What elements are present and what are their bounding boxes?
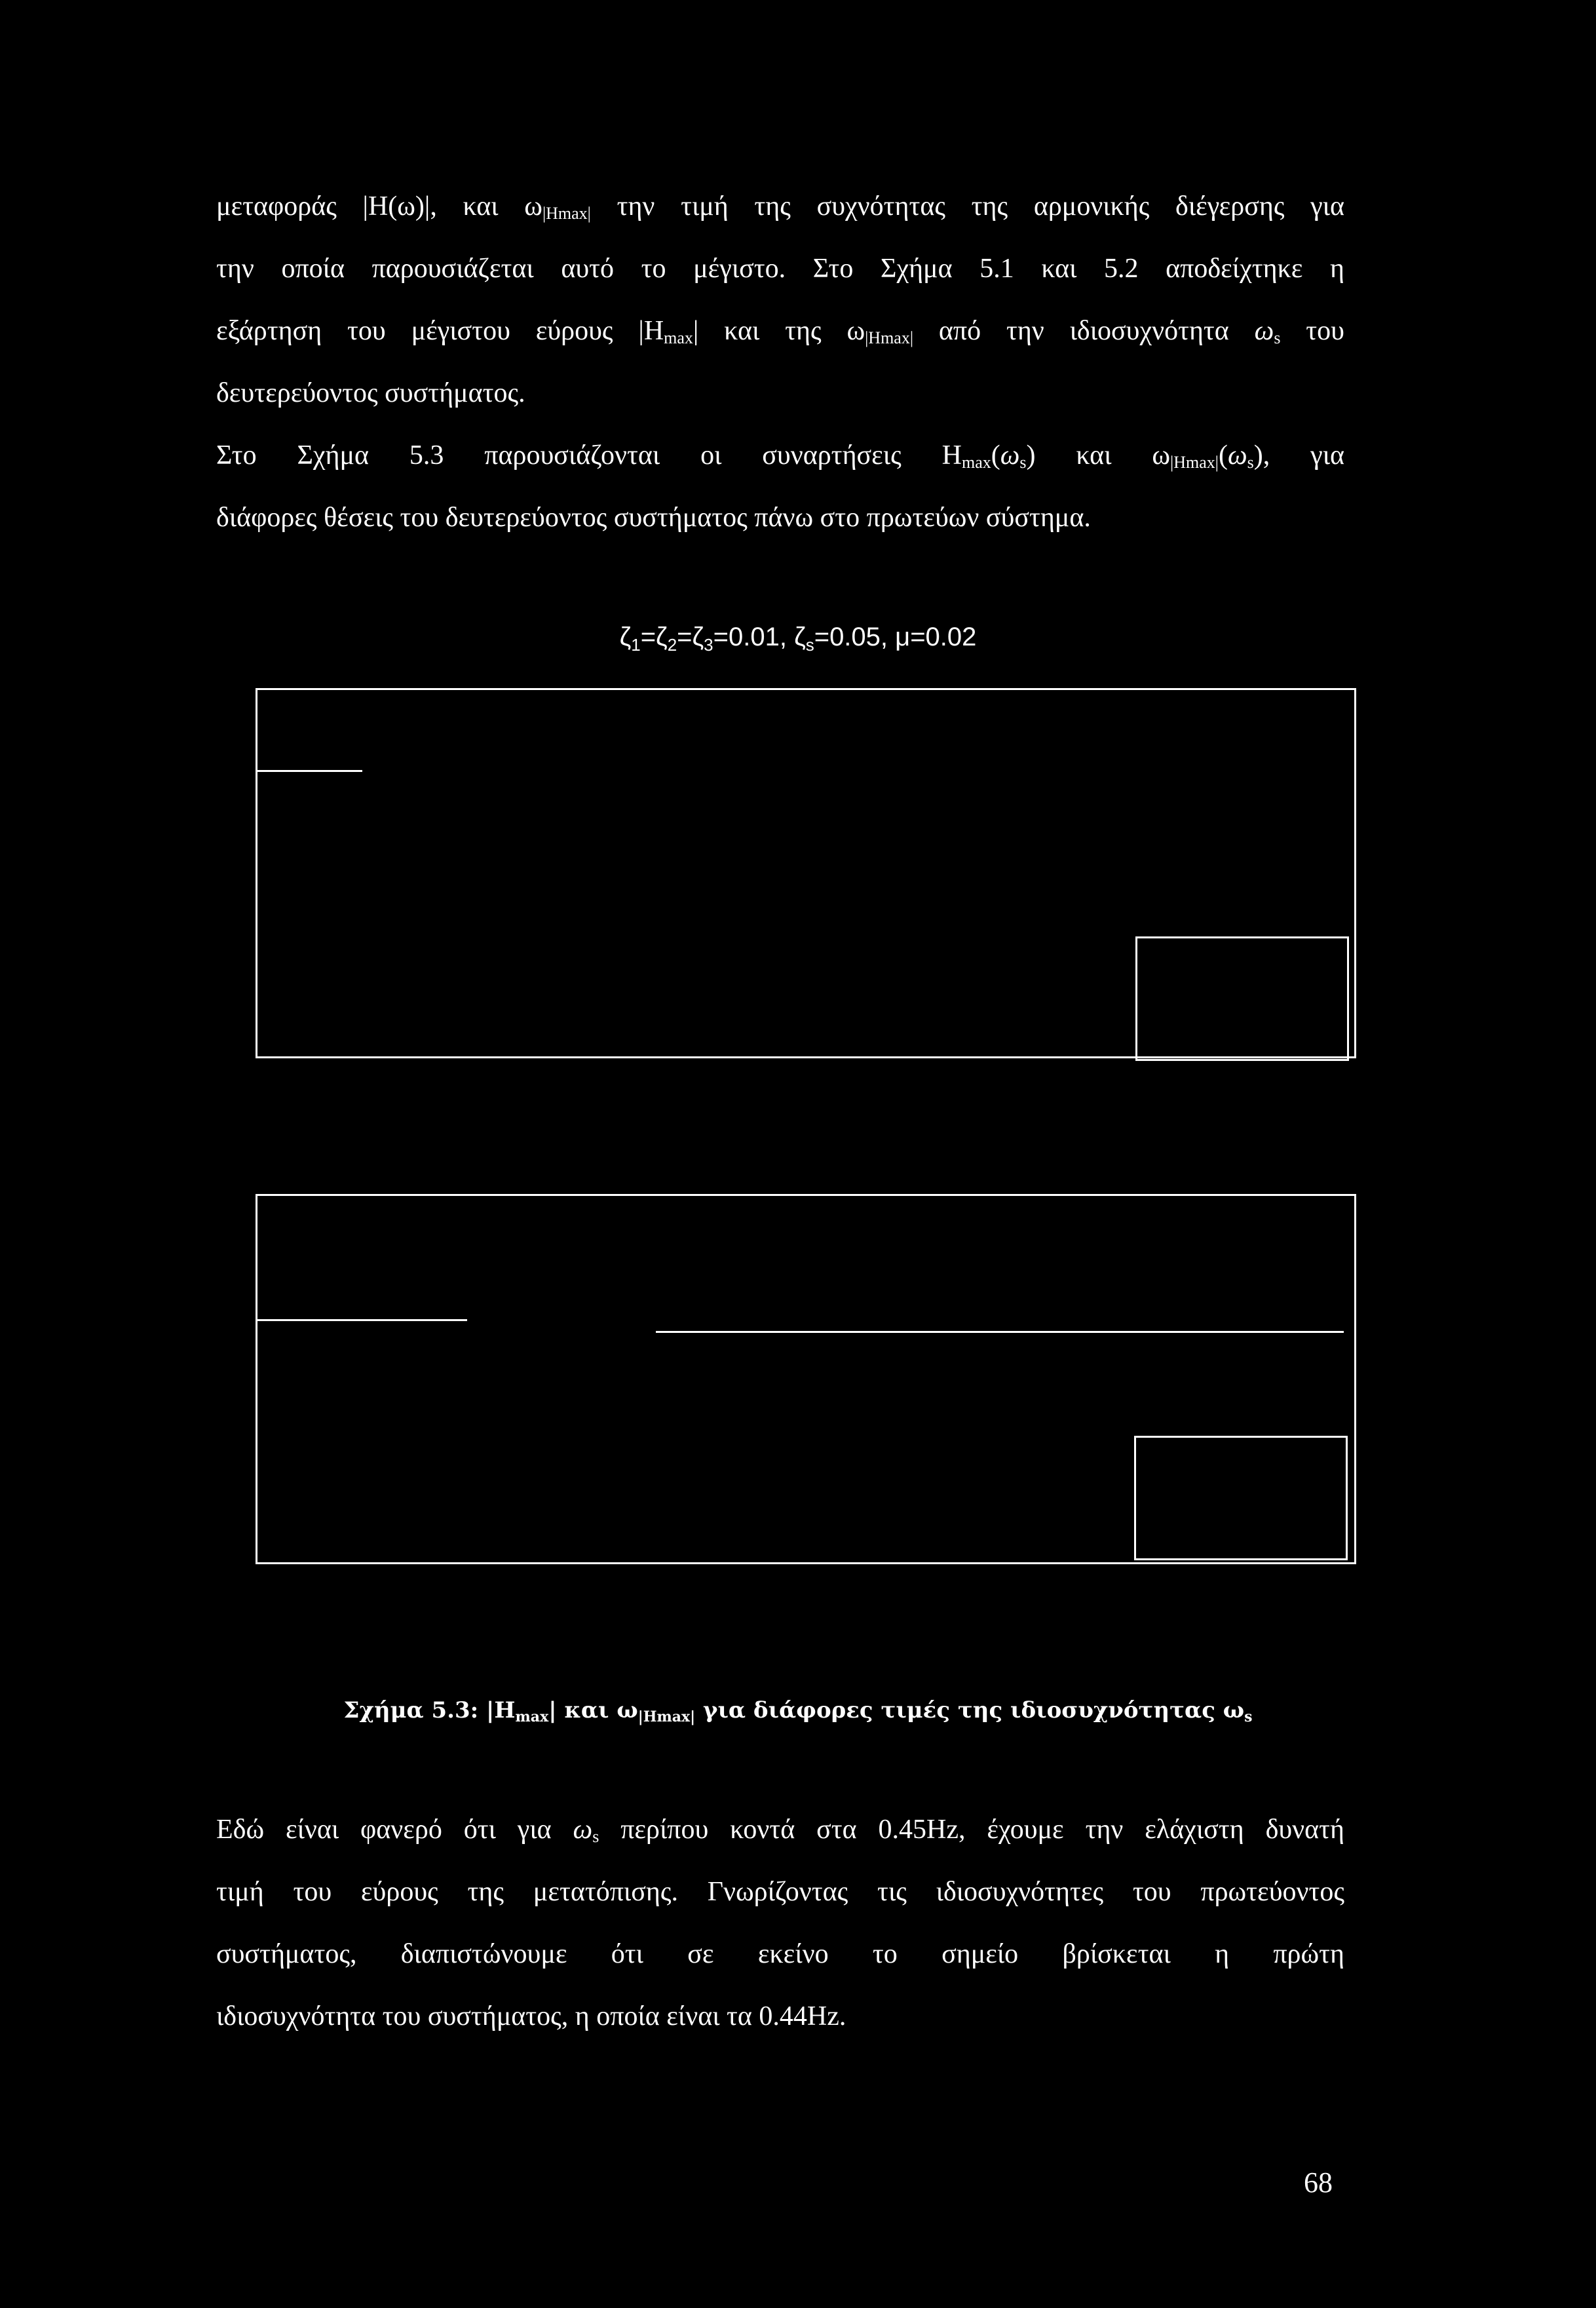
omega-hmax-curve-left [257, 1319, 467, 1321]
intro-line-4: δευτερεύοντος συστήματος. [216, 378, 525, 408]
figure-caption: Σχήμα 5.3: $|H_{max}|$ και $\omega_{|Hmax|}$ για διάφορες τιμές της ιδιοσυχνότητας $\omega_s$ [343, 1697, 1253, 1725]
hmax-curve [257, 770, 362, 772]
intro-line-1: μεταφοράς |H(ω)|, και $\omega_{|Hmax|}$ την τιμή της συχνότητας της αρμονικής διέγερσης για [216, 191, 1344, 223]
intro-paragraph [216, 176, 1344, 549]
intro-line-5: Στο Σχήμα 5.3 παρουσιάζονται οι συναρτήσεις $H_{max}(\omega_s)$ και $\omega_{|Hmax|}(\omega_s)$, για [216, 440, 1345, 472]
omega-hmax-curve-right [656, 1331, 1344, 1333]
page-number: 68 [1304, 2166, 1333, 2199]
intro-line-6: διάφορες θέσεις του δευτερεύοντος συστήματος πάνω στο πρωτεύων σύστημα. [216, 503, 1091, 533]
omega-hmax-legend-box [1134, 1436, 1348, 1560]
body-paragraph [216, 1799, 1344, 2048]
body-line-4: ιδιοσυχνότητα του συστήματος, η οποία είναι τα 0.44Hz. [216, 2001, 846, 2031]
figure-title: $\zeta_1=\zeta_2=\zeta_3=0.01$, $\zeta_s=0.05$, μ=0.02 [619, 623, 977, 655]
hmax-plot [256, 688, 1356, 1058]
intro-line-2: την οποία παρουσιάζεται αυτό το μέγιστο. Στο Σχήμα 5.1 και 5.2 αποδείχτηκε η [216, 254, 1344, 284]
body-line-2: τιμή του εύρους της μετατόπισης. Γνωρίζοντας τις ιδιοσυχνότητες του πρωτεύοντος [216, 1877, 1344, 1907]
body-line-3: συστήματος, διαπιστώνουμε ότι σε εκείνο το σημείο βρίσκεται η πρώτη [216, 1939, 1344, 1969]
body-line-1: Εδώ είναι φανερό ότι για $\omega_s$ περίπου κοντά στα 0.45Hz, έχουμε την ελάχιστη δυνατή [216, 1815, 1344, 1846]
omega-hmax-plot [256, 1194, 1356, 1564]
intro-line-3: εξάρτηση του μέγιστου εύρους $|H_{max}|$ και της $\omega_{|Hmax|}$ από την ιδιοσυχνότητα $\omega_s$ του [216, 316, 1344, 347]
hmax-legend-box [1135, 936, 1349, 1061]
